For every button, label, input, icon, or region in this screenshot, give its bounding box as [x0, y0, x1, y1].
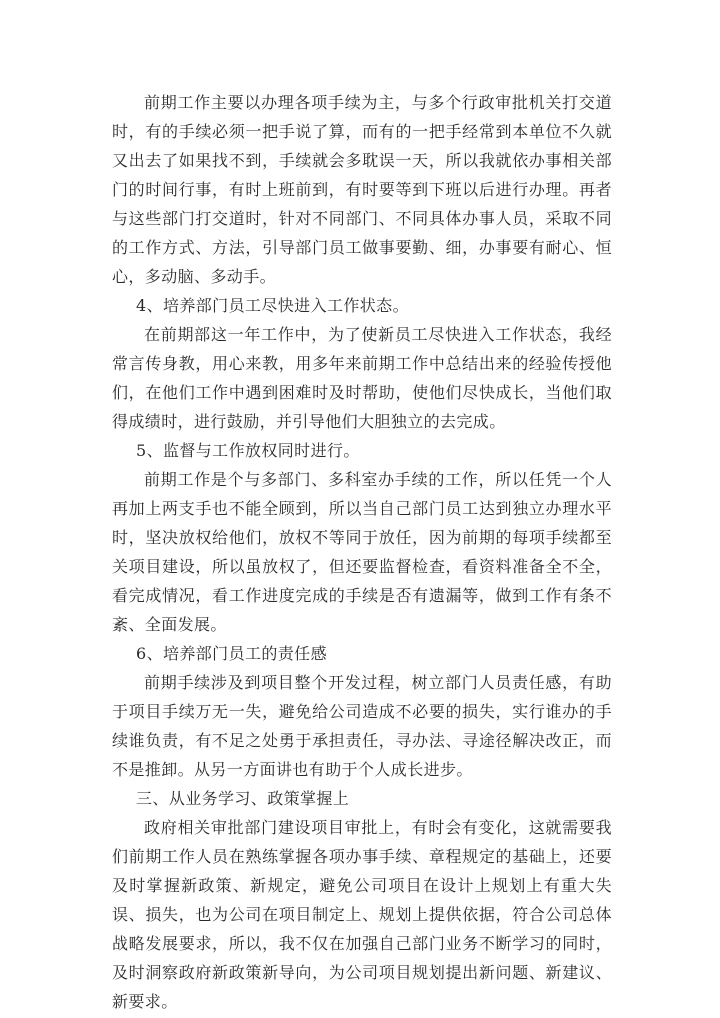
- paragraph-business-learning-policy: 政府相关审批部门建设项目审批上，有时会有变化，这就需要我们前期工作人员在熟练掌握各项办事手续、章程规定的基础上，还要及时掌握新政策、新规定，避免公司项目在设计上规划上有重大失误、损失，也为公司在项目制定上、规划上提供依据，符合公司总体战略发展要求，所以，我不仅在加强自己部门业务不断学习的同时，及时洞察政府新政策新导向，为公司项目规划提出新问题、新建议、新要求。: [112, 818, 612, 1011]
- heading-supervision-delegation: 5、监督与工作放权同时进行。: [136, 441, 360, 460]
- heading-train-staff-work-state: 4、培养部门员工尽快进入工作状态。: [136, 296, 409, 315]
- paragraph-train-staff-work-state: 在前期部这一年工作中，为了使新员工尽快进入工作状态，我经常言传身教，用心来教，用多年来前期工作中总结出来的经验传授他们，在他们工作中遇到困难时及时帮助，使他们尽快成长，当他们取得成绩时，进行鼓励，并引导他们大胆独立的去完成。: [112, 325, 612, 431]
- document-body: [112, 88, 612, 1016]
- paragraph-work-procedures: 前期工作主要以办理各项手续为主，与多个行政审批机关打交道时，有的手续必须一把手说了算，而有的一把手经常到本单位不久就又出去了如果找不到，手续就会多耽误一天，所以我就依办事相关部门的时间行事，有时上班前到，有时要等到下班以后进行办理。再者与这些部门打交道时，针对不同部门、不同具体办事人员，采取不同的工作方式、方法，引导部门员工做事要勤、细，办事要有耐心、恒心，多动脑、多动手。: [112, 93, 612, 286]
- paragraph-supervision-delegation: 前期工作是个与多部门、多科室办手续的工作，所以任凭一个人再加上两支手也不能全顾到，所以当自己部门员工达到独立办理水平时，坚决放权给他们，放权不等同于放任，因为前期的每项手续都至关项目建设，所以虽放权了，但还要监督检查，看资料准备全不全，看完成情况，看工作进度完成的手续是否有遗漏等，做到工作有条不紊、全面发展。: [112, 470, 612, 634]
- heading-responsibility: 6、培养部门员工的责任感: [136, 644, 327, 663]
- paragraph-responsibility: 前期手续涉及到项目整个开发过程，树立部门人员责任感，有助于项目手续万无一失，避免给公司造成不必要的损失，实行谁办的手续谁负责，有不足之处勇于承担责任，寻办法、寻途径解决改正，而不是推卸。从另一方面讲也有助于个人成长进步。: [112, 673, 612, 779]
- heading-business-learning-policy: 三、从业务学习、政策掌握上: [136, 789, 350, 808]
